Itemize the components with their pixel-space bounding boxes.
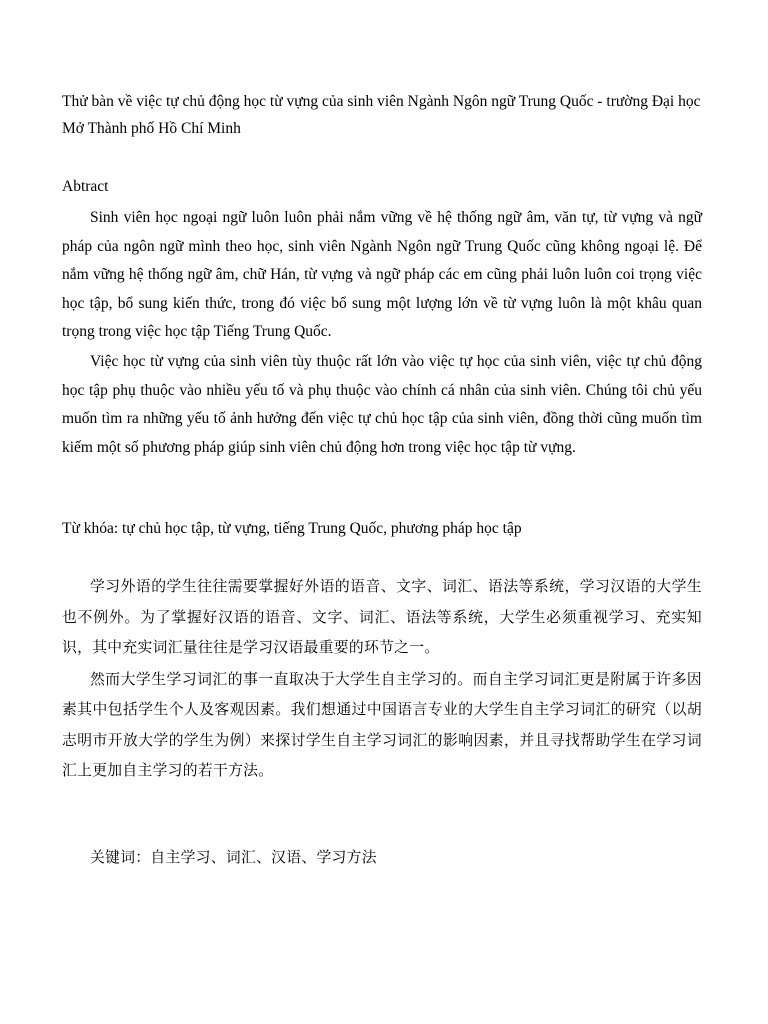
abstract-body <box>62 204 702 463</box>
chinese-abstract-body <box>62 572 702 788</box>
chinese-paragraph: 学习外语的学生往往需要掌握好外语的语音、文字、词汇、语法等系统，学习汉语的大学生也不例外。为了掌握好汉语的语音、文字、词汇、语法等系统，大学生必须重视学习、充实知识，其中充实词汇量往往是学习汉语最重要的环节之一。 <box>62 578 702 656</box>
keywords-vietnamese: Từ khóa: tự chủ học tập, từ vựng, tiếng Trung Quốc, phương pháp học tập <box>62 520 522 537</box>
keywords-chinese: 关键词：自主学习、词汇、汉语、学习方法 <box>90 849 377 866</box>
chinese-paragraph: 然而大学生学习词汇的事一直取决于大学生自主学习的。而自主学习词汇更是附属于许多因素其中包括学生个人及客观因素。我们想通过中国语言专业的大学生自主学习词汇的研究（以胡志明市开放大学的学生为例）来探讨学生自主学习词汇的影响因素，并且寻找帮助学生在学习词汇上更加自主学习的若干方法。 <box>62 670 702 779</box>
document-title: Thử bàn về việc tự chủ động học từ vựng của sinh viên Ngành Ngôn ngữ Trung Quốc - trường Đại học Mở Thành phố Hồ Chí Minh <box>62 93 701 137</box>
document-page <box>62 0 702 1024</box>
abstract-paragraph: Sinh viên học ngoại ngữ luôn luôn phải nắm vững về hệ thống ngữ âm, văn tự, từ vựng và ngữ pháp của ngôn ngữ mình theo học, sinh viên Ngành Ngôn ngữ Trung Quốc cũng không ngoại lệ. Để nắm vững hệ thống ngữ âm, chữ Hán, từ vựng và ngữ pháp các em cũng phải luôn luôn coi trọng việc học tập, bổ sung kiến thức, trong đó việc bổ sung một lượng lớn về từ vựng luôn là một khâu quan trọng trong việc học tập Tiếng Trung Quốc. <box>62 209 702 341</box>
abstract-heading: Abtract <box>62 178 109 195</box>
abstract-paragraph: Việc học từ vựng của sinh viên tùy thuộc rất lớn vào việc tự học của sinh viên, việc tự chủ động học tập phụ thuộc vào nhiều yếu tố và phụ thuộc vào chính cá nhân của sinh viên. Chúng tôi chủ yếu muốn tìm ra những yếu tố ảnh hưởng đến việc tự chủ học tập của sinh viên, đồng thời cũng muốn tìm kiếm một số phương pháp giúp sinh viên chủ động hơn trong việc học tập từ vựng. <box>62 352 702 456</box>
